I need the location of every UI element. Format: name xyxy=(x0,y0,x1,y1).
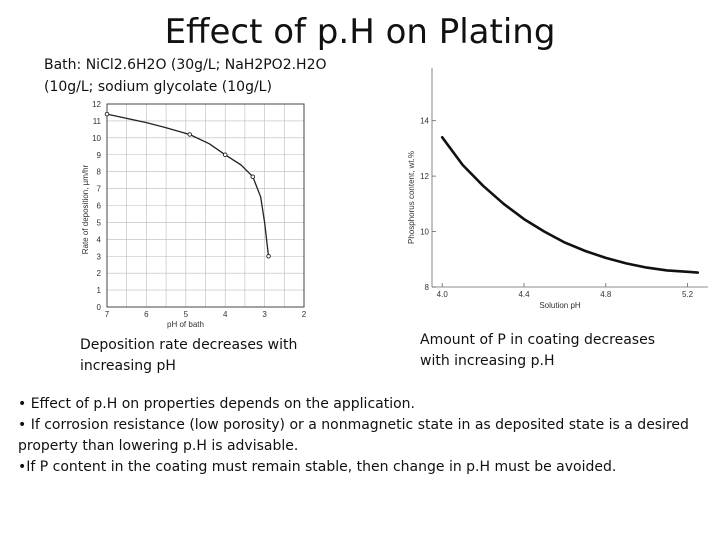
y-tick-label: 2 xyxy=(96,269,101,279)
page-title: Effect of p.H on Plating xyxy=(164,12,556,52)
y-tick-label: 4 xyxy=(96,235,101,245)
y-tick-label: 9 xyxy=(96,150,101,160)
y-tick-label: 5 xyxy=(96,218,101,228)
note-item: • Effect of p.H on properties depends on the application. xyxy=(18,396,415,412)
x-tick-label: 2 xyxy=(301,310,307,319)
data-point xyxy=(223,153,227,157)
x-tick-label: 5 xyxy=(183,310,189,319)
bath-composition-line-1: Bath: NiCl2.6H2O (30g/L; NaH2PO2.H2O xyxy=(44,57,327,73)
x-tick-label: 4.8 xyxy=(600,290,612,299)
y-tick-label: 8 xyxy=(96,167,101,177)
deposition-rate-chart xyxy=(76,98,312,334)
x-tick-label: 4.4 xyxy=(518,290,530,299)
phosphorus-content-chart xyxy=(402,66,718,316)
x-tick-label: 4 xyxy=(222,310,228,319)
phosphorus-content-caption: Amount of P in coating decreases with increasing p.H xyxy=(420,332,655,369)
x-tick-label: 5.2 xyxy=(681,290,694,299)
note-item: • If corrosion resistance (low porosity) or a nonmagnetic state in as deposited state is a desired property than lowering p.H is advisable. xyxy=(18,417,689,454)
y-tick-label: 12 xyxy=(92,100,101,109)
data-point xyxy=(188,133,192,137)
y-axis-title: Rate of deposition, µm/hr xyxy=(81,164,90,255)
data-point xyxy=(105,112,109,116)
data-point xyxy=(251,175,255,179)
y-tick-label: 7 xyxy=(96,184,101,194)
y-tick-label: 11 xyxy=(92,116,101,126)
y-tick-label: 10 xyxy=(420,227,429,237)
x-tick-label: 4.0 xyxy=(436,290,448,299)
x-axis-title: Solution pH xyxy=(539,301,581,310)
note-item: •If P content in the coating must remain stable, then change in p.H must be avoided. xyxy=(18,459,617,475)
y-tick-label: 12 xyxy=(420,172,429,182)
x-tick-label: 7 xyxy=(104,310,110,319)
y-axis-title: Phosphorus content, wt.% xyxy=(407,151,416,244)
y-tick-label: 3 xyxy=(96,252,101,262)
data-point xyxy=(267,254,271,258)
deposition-rate-caption: Deposition rate decreases with increasing pH xyxy=(80,337,298,374)
phosphorus-content-curve xyxy=(442,137,698,272)
bath-composition xyxy=(44,54,404,98)
x-tick-label: 6 xyxy=(144,310,149,319)
y-tick-label: 0 xyxy=(96,303,101,312)
y-tick-label: 10 xyxy=(92,133,101,143)
y-tick-label: 6 xyxy=(96,201,101,211)
y-tick-label: 1 xyxy=(96,286,101,296)
bath-composition-line-2: (10g/L; sodium glycolate (10g/L) xyxy=(44,79,272,95)
x-axis-title: pH of bath xyxy=(167,320,204,329)
x-tick-label: 3 xyxy=(262,310,267,319)
notes-list xyxy=(18,394,708,478)
y-tick-label: 14 xyxy=(420,116,429,126)
y-tick-label: 8 xyxy=(424,283,429,292)
